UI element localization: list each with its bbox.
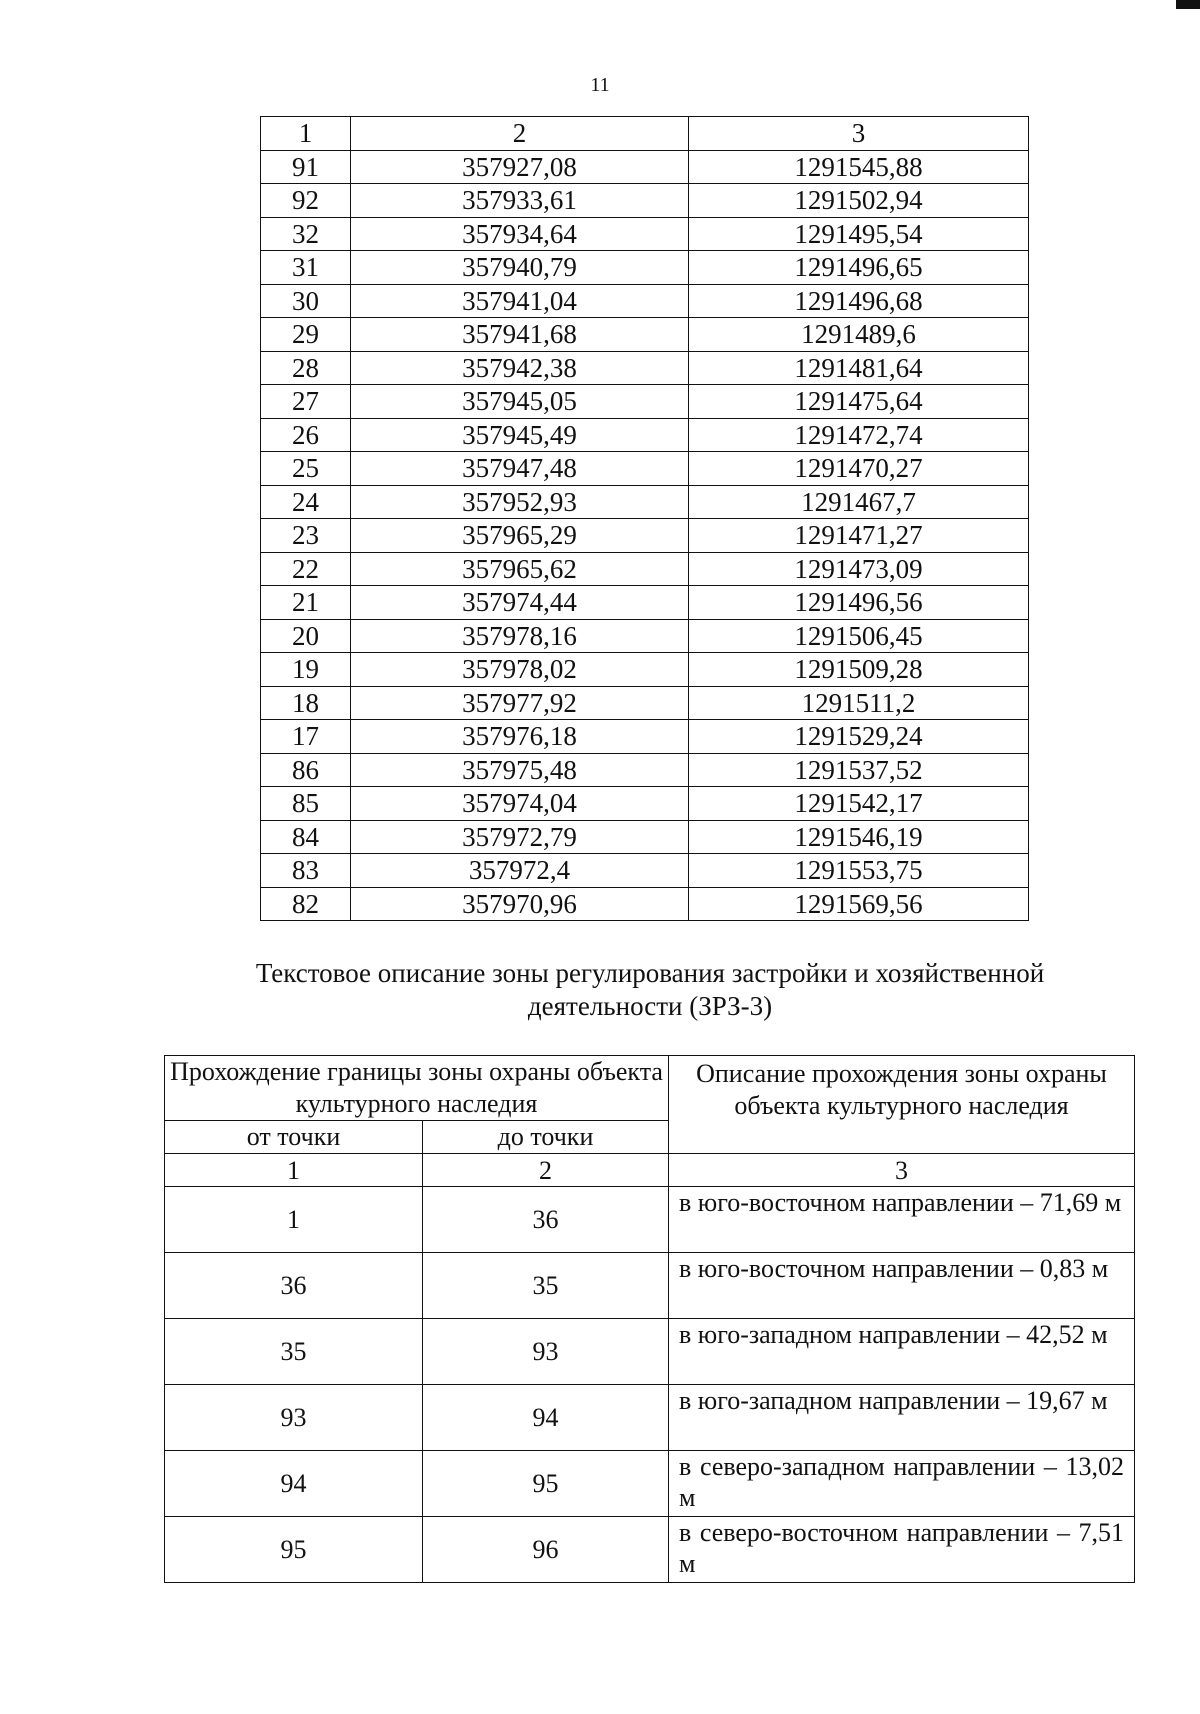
y-coordinate-cell: 1291496,68 [689,284,1029,318]
table-row [165,1385,1135,1451]
y-coordinate-cell: 1291489,6 [689,318,1029,352]
point-number-cell: 30 [261,284,351,318]
table-row [261,820,1029,854]
column-number-row [165,1154,1135,1187]
y-coordinate-cell: 1291553,75 [689,854,1029,888]
y-coordinate-cell: 1291502,94 [689,184,1029,218]
point-number-cell: 29 [261,318,351,352]
table-row [261,251,1029,285]
y-coordinate-cell: 1291481,64 [689,351,1029,385]
y-coordinate-cell: 1291529,24 [689,720,1029,754]
table-row [261,552,1029,586]
x-coordinate-cell: 357965,62 [351,552,689,586]
y-coordinate-cell: 1291473,09 [689,552,1029,586]
x-coordinate-cell: 357978,16 [351,619,689,653]
point-number-cell: 20 [261,619,351,653]
x-coordinate-cell: 357978,02 [351,653,689,687]
point-number-cell: 83 [261,854,351,888]
y-coordinate-cell: 1291470,27 [689,452,1029,486]
point-number-cell: 92 [261,184,351,218]
column-number: 1 [165,1154,423,1187]
point-number-cell: 28 [261,351,351,385]
point-number-cell: 85 [261,787,351,821]
point-number-cell: 84 [261,820,351,854]
from-point-cell: 94 [165,1451,423,1517]
table-row [261,619,1029,653]
point-number-cell: 32 [261,217,351,251]
y-coordinate-cell: 1291467,7 [689,485,1029,519]
point-number-cell: 18 [261,686,351,720]
x-coordinate-cell: 357972,4 [351,854,689,888]
x-coordinate-cell: 357974,44 [351,586,689,620]
description-cell: в юго-восточном направлении – 71,69 м [669,1187,1135,1253]
table-row [165,1187,1135,1253]
table-row [261,519,1029,553]
y-coordinate-cell: 1291546,19 [689,820,1029,854]
corner-scan-mark [1176,0,1200,9]
to-point-cell: 95 [423,1451,669,1517]
description-cell: в северо-восточном направлении – 7,51 м [669,1517,1135,1583]
to-point-cell: 93 [423,1319,669,1385]
coord-header-cell: 3 [689,117,1029,151]
description-cell: в юго-западном направлении – 42,52 м [669,1319,1135,1385]
x-coordinate-cell: 357933,61 [351,184,689,218]
from-point-cell: 93 [165,1385,423,1451]
point-number-cell: 21 [261,586,351,620]
table-row [261,351,1029,385]
table-row [261,586,1029,620]
from-point-cell: 95 [165,1517,423,1583]
heading-line-1: Текстовое описание зоны регулирования застройки и хозяйственной [255,958,1045,988]
table-row [261,452,1029,486]
description-cell: в северо-западном направлении – 13,02 м [669,1451,1135,1517]
coord-header-cell: 1 [261,117,351,151]
coordinates-table [260,116,1029,921]
x-coordinate-cell: 357941,04 [351,284,689,318]
x-coordinate-cell: 357947,48 [351,452,689,486]
point-number-cell: 26 [261,418,351,452]
x-coordinate-cell: 357970,96 [351,887,689,921]
x-coordinate-cell: 357965,29 [351,519,689,553]
y-coordinate-cell: 1291542,17 [689,787,1029,821]
table-row [261,854,1029,888]
point-number-cell: 27 [261,385,351,419]
point-number-cell: 91 [261,150,351,184]
point-number-cell: 31 [261,251,351,285]
point-number-cell: 17 [261,720,351,754]
header-from: от точки [165,1121,423,1154]
heading-line-2: деятельности (ЗРЗ-3) [527,991,773,1021]
point-number-cell: 86 [261,753,351,787]
point-number-cell: 82 [261,887,351,921]
table-row [261,385,1029,419]
y-coordinate-cell: 1291496,56 [689,586,1029,620]
point-number-cell: 24 [261,485,351,519]
table-row [165,1517,1135,1583]
to-point-cell: 96 [423,1517,669,1583]
x-coordinate-cell: 357972,79 [351,820,689,854]
x-coordinate-cell: 357974,04 [351,787,689,821]
y-coordinate-cell: 1291495,54 [689,217,1029,251]
coord-header-row [261,117,1029,151]
x-coordinate-cell: 357941,68 [351,318,689,352]
y-coordinate-cell: 1291511,2 [689,686,1029,720]
table-row [165,1253,1135,1319]
x-coordinate-cell: 357927,08 [351,150,689,184]
x-coordinate-cell: 357977,92 [351,686,689,720]
table-row [261,217,1029,251]
section-heading [150,957,1150,1023]
point-number-cell: 23 [261,519,351,553]
point-number-cell: 22 [261,552,351,586]
table-row [261,787,1029,821]
table-row [261,887,1029,921]
from-point-cell: 1 [165,1187,423,1253]
x-coordinate-cell: 357945,05 [351,385,689,419]
table-row [261,485,1029,519]
y-coordinate-cell: 1291545,88 [689,150,1029,184]
y-coordinate-cell: 1291471,27 [689,519,1029,553]
description-cell: в юго-восточном направлении – 0,83 м [669,1253,1135,1319]
page-number: 11 [590,74,610,96]
x-coordinate-cell: 357945,49 [351,418,689,452]
y-coordinate-cell: 1291496,65 [689,251,1029,285]
table-row [261,184,1029,218]
header-row [165,1056,1135,1121]
x-coordinate-cell: 357934,64 [351,217,689,251]
table-row [261,284,1029,318]
table-row [261,150,1029,184]
description-cell: в юго-западном направлении – 19,67 м [669,1385,1135,1451]
x-coordinate-cell: 357975,48 [351,753,689,787]
y-coordinate-cell: 1291472,74 [689,418,1029,452]
to-point-cell: 35 [423,1253,669,1319]
y-coordinate-cell: 1291509,28 [689,653,1029,687]
x-coordinate-cell: 357942,38 [351,351,689,385]
y-coordinate-cell: 1291506,45 [689,619,1029,653]
from-point-cell: 35 [165,1319,423,1385]
x-coordinate-cell: 357940,79 [351,251,689,285]
x-coordinate-cell: 357952,93 [351,485,689,519]
coord-header-cell: 2 [351,117,689,151]
table-row [261,686,1029,720]
table-row [261,318,1029,352]
y-coordinate-cell: 1291537,52 [689,753,1029,787]
point-number-cell: 19 [261,653,351,687]
table-row [165,1451,1135,1517]
from-point-cell: 36 [165,1253,423,1319]
header-description: Описание прохождения зоны охраны объекта культурного наследия [669,1056,1135,1154]
table-row [261,753,1029,787]
y-coordinate-cell: 1291475,64 [689,385,1029,419]
boundary-description-table [164,1055,1135,1583]
column-number: 3 [669,1154,1135,1187]
table-row [165,1319,1135,1385]
table-row [261,720,1029,754]
y-coordinate-cell: 1291569,56 [689,887,1029,921]
point-number-cell: 25 [261,452,351,486]
column-number: 2 [423,1154,669,1187]
to-point-cell: 94 [423,1385,669,1451]
header-to: до точки [423,1121,669,1154]
x-coordinate-cell: 357976,18 [351,720,689,754]
table-row [261,418,1029,452]
header-passage: Прохождение границы зоны охраны объекта культурного наследия [165,1056,669,1121]
table-row [261,653,1029,687]
to-point-cell: 36 [423,1187,669,1253]
